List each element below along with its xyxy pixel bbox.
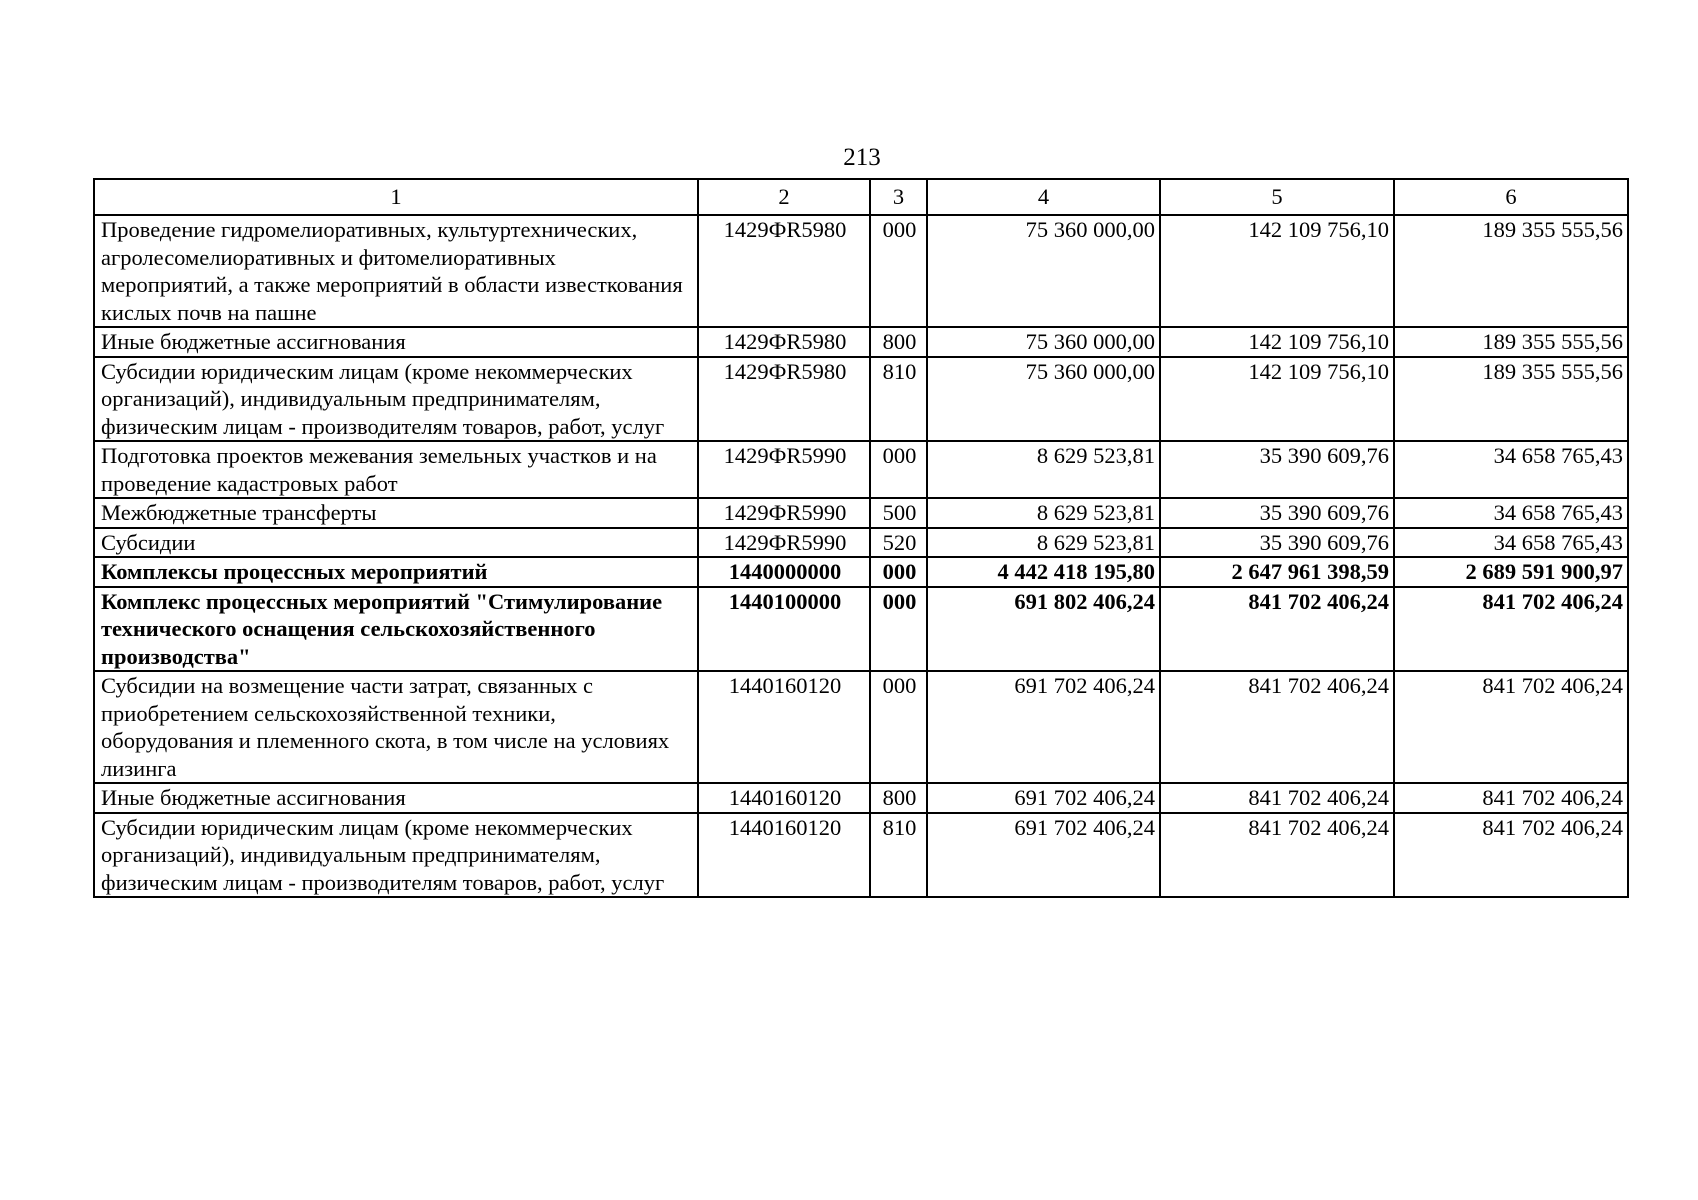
- amount-col5-cell: 142 109 756,10: [1160, 215, 1394, 327]
- amount-col4-cell: 8 629 523,81: [927, 528, 1160, 558]
- target-article-cell: 1429ФR5990: [698, 441, 870, 498]
- expense-type-cell: 800: [870, 783, 927, 813]
- amount-col4-cell: 75 360 000,00: [927, 357, 1160, 442]
- table-row: [94, 783, 1628, 813]
- row-name-cell: Субсидии юридическим лицам (кроме некоммерческих организаций), индивидуальным предпринимателям, физическим лицам - производителям товаров, работ, услуг: [94, 813, 698, 898]
- column-header: 2: [698, 179, 870, 215]
- amount-col4-cell: 691 702 406,24: [927, 671, 1160, 783]
- table-row: [94, 215, 1628, 327]
- row-name-cell: Субсидии юридическим лицам (кроме некоммерческих организаций), индивидуальным предпринимателям, физическим лицам - производителям товаров, работ, услуг: [94, 357, 698, 442]
- target-article-cell: 1440160120: [698, 671, 870, 783]
- table-row: [94, 557, 1628, 587]
- expense-type-cell: 000: [870, 441, 927, 498]
- amount-col4-cell: 75 360 000,00: [927, 327, 1160, 357]
- amount-col4-cell: 8 629 523,81: [927, 498, 1160, 528]
- table-row: [94, 587, 1628, 672]
- target-article-cell: 1440160120: [698, 813, 870, 898]
- row-name-cell: Подготовка проектов межевания земельных участков и на проведение кадастровых работ: [94, 441, 698, 498]
- amount-col5-cell: 841 702 406,24: [1160, 587, 1394, 672]
- amount-col6-cell: 189 355 555,56: [1394, 215, 1628, 327]
- table-row: [94, 327, 1628, 357]
- row-name-cell: Комплекс процессных мероприятий "Стимулирование технического оснащения сельскохозяйственного производства": [94, 587, 698, 672]
- amount-col5-cell: 2 647 961 398,59: [1160, 557, 1394, 587]
- column-number-row: [94, 179, 1628, 215]
- column-header: 1: [94, 179, 698, 215]
- amount-col6-cell: 189 355 555,56: [1394, 357, 1628, 442]
- amount-col6-cell: 34 658 765,43: [1394, 528, 1628, 558]
- amount-col4-cell: 4 442 418 195,80: [927, 557, 1160, 587]
- table-row: [94, 441, 1628, 498]
- expense-type-cell: 500: [870, 498, 927, 528]
- row-name-cell: Проведение гидромелиоративных, культуртехнических, агролесомелиоративных и фитомелиоративных мероприятий, а также мероприятий в области известкования кислых почв на пашне: [94, 215, 698, 327]
- amount-col5-cell: 35 390 609,76: [1160, 441, 1394, 498]
- expense-type-cell: 000: [870, 671, 927, 783]
- expense-type-cell: 000: [870, 215, 927, 327]
- row-name-cell: Субсидии: [94, 528, 698, 558]
- row-name-cell: Иные бюджетные ассигнования: [94, 783, 698, 813]
- amount-col4-cell: 691 702 406,24: [927, 783, 1160, 813]
- amount-col4-cell: 75 360 000,00: [927, 215, 1160, 327]
- column-header: 6: [1394, 179, 1628, 215]
- row-name-cell: Комплексы процессных мероприятий: [94, 557, 698, 587]
- amount-col6-cell: 841 702 406,24: [1394, 813, 1628, 898]
- table-row: [94, 528, 1628, 558]
- expense-type-cell: 800: [870, 327, 927, 357]
- table-row: [94, 498, 1628, 528]
- expense-type-cell: 000: [870, 557, 927, 587]
- amount-col5-cell: 841 702 406,24: [1160, 671, 1394, 783]
- column-header: 3: [870, 179, 927, 215]
- target-article-cell: 1440100000: [698, 587, 870, 672]
- column-header: 4: [927, 179, 1160, 215]
- table-row: [94, 671, 1628, 783]
- target-article-cell: 1429ФR5990: [698, 528, 870, 558]
- expense-type-cell: 000: [870, 587, 927, 672]
- amount-col6-cell: 189 355 555,56: [1394, 327, 1628, 357]
- amount-col6-cell: 2 689 591 900,97: [1394, 557, 1628, 587]
- row-name-cell: Межбюджетные трансферты: [94, 498, 698, 528]
- amount-col6-cell: 841 702 406,24: [1394, 783, 1628, 813]
- target-article-cell: 1429ФR5980: [698, 327, 870, 357]
- amount-col6-cell: 841 702 406,24: [1394, 671, 1628, 783]
- amount-col4-cell: 691 802 406,24: [927, 587, 1160, 672]
- row-name-cell: Субсидии на возмещение части затрат, связанных с приобретением сельскохозяйственной техники, оборудования и племенного скота, в том числе на условиях лизинга: [94, 671, 698, 783]
- amount-col5-cell: 142 109 756,10: [1160, 327, 1394, 357]
- amount-col4-cell: 8 629 523,81: [927, 441, 1160, 498]
- target-article-cell: 1429ФR5990: [698, 498, 870, 528]
- column-header: 5: [1160, 179, 1394, 215]
- amount-col4-cell: 691 702 406,24: [927, 813, 1160, 898]
- target-article-cell: 1440160120: [698, 783, 870, 813]
- amount-col5-cell: 841 702 406,24: [1160, 813, 1394, 898]
- budget-table: [93, 178, 1629, 898]
- target-article-cell: 1440000000: [698, 557, 870, 587]
- amount-col5-cell: 841 702 406,24: [1160, 783, 1394, 813]
- amount-col6-cell: 34 658 765,43: [1394, 441, 1628, 498]
- expense-type-cell: 520: [870, 528, 927, 558]
- amount-col6-cell: 34 658 765,43: [1394, 498, 1628, 528]
- page-number: 213: [843, 144, 881, 171]
- amount-col5-cell: 142 109 756,10: [1160, 357, 1394, 442]
- target-article-cell: 1429ФR5980: [698, 215, 870, 327]
- expense-type-cell: 810: [870, 813, 927, 898]
- amount-col6-cell: 841 702 406,24: [1394, 587, 1628, 672]
- target-article-cell: 1429ФR5980: [698, 357, 870, 442]
- table-row: [94, 813, 1628, 898]
- table-row: [94, 357, 1628, 442]
- amount-col5-cell: 35 390 609,76: [1160, 498, 1394, 528]
- row-name-cell: Иные бюджетные ассигнования: [94, 327, 698, 357]
- expense-type-cell: 810: [870, 357, 927, 442]
- amount-col5-cell: 35 390 609,76: [1160, 528, 1394, 558]
